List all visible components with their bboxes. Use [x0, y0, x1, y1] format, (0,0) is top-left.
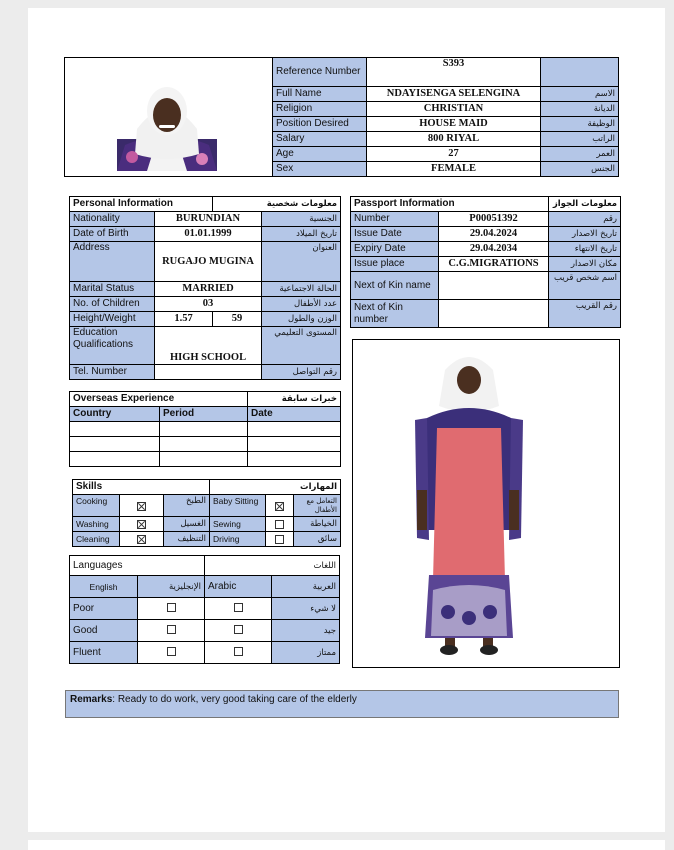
passport-number-ar: رقم	[549, 212, 621, 227]
skill-babysitting-ar: التعامل مع الأطفال	[294, 495, 341, 517]
skill-cleaning-ar: التنظيف	[164, 532, 210, 547]
languages-table	[69, 555, 340, 664]
issue-date-ar: تاريخ الاصدار	[549, 227, 621, 242]
lang-arabic-ar: العربية	[272, 576, 340, 598]
kin-name-ar: اسم شخص قريب	[549, 272, 621, 300]
lang-fluent-label: Fluent	[70, 642, 138, 664]
skill-cooking-label: Cooking	[73, 495, 120, 517]
skill-cooking-checkbox[interactable]	[137, 502, 146, 511]
religion-value: CHRISTIAN	[367, 102, 541, 117]
height-weight-ar: الوزن والطول	[262, 312, 341, 327]
sex-value: FEMALE	[367, 162, 541, 177]
education-label: Education Qualifications	[70, 327, 155, 365]
passport-info-title-ar: معلومات الجواز	[549, 197, 621, 212]
full-name-label: Full Name	[273, 87, 367, 102]
skill-washing-label: Washing	[73, 517, 120, 532]
children-ar: عدد الأطفال	[262, 297, 341, 312]
lang-fluent-ar: ممتاز	[272, 642, 340, 664]
lang-good-ar: جيد	[272, 620, 340, 642]
tel-ar: رقم التواصل	[262, 365, 341, 380]
full-name-value: NDAYISENGA SELENGINA	[367, 87, 541, 102]
age-value: 27	[367, 147, 541, 162]
address-value: RUGAJO MUGINA	[155, 242, 262, 282]
overseas-cell	[160, 422, 248, 437]
overseas-cell	[70, 437, 160, 452]
skill-babysitting-checkbox[interactable]	[275, 502, 284, 511]
lang-poor-label: Poor	[70, 598, 138, 620]
kin-name-value	[439, 272, 549, 300]
headshot-cell	[65, 58, 273, 177]
sex-label: Sex	[273, 162, 367, 177]
overseas-title: Overseas Experience	[70, 392, 248, 407]
full-body-photo-frame	[352, 339, 620, 668]
issue-place-label: Issue place	[351, 257, 439, 272]
lang-poor-ar: لا شيء	[272, 598, 340, 620]
overseas-cell	[248, 422, 341, 437]
passport-number-value: P00051392	[439, 212, 549, 227]
reference-ar	[541, 58, 619, 87]
skill-cooking-ar: الطبخ	[164, 495, 210, 517]
children-value: 03	[155, 297, 262, 312]
tel-label: Tel. Number	[70, 365, 155, 380]
skill-babysitting-label: Baby Sitting	[210, 495, 266, 517]
expiry-date-label: Expiry Date	[351, 242, 439, 257]
expiry-date-value: 29.04.2034	[439, 242, 549, 257]
age-ar: العمر	[541, 147, 619, 162]
skills-title: Skills	[73, 480, 210, 495]
sex-ar: الجنس	[541, 162, 619, 177]
lang-english-label: English	[70, 576, 138, 598]
salary-ar: الراتب	[541, 132, 619, 147]
skill-driving-checkbox[interactable]	[275, 535, 284, 544]
passport-info-table	[350, 196, 621, 328]
remarks-text: : Ready to do work, very good taking care of the elderly	[112, 694, 357, 705]
marital-ar: الحالة الاجتماعية	[262, 282, 341, 297]
issue-date-value: 29.04.2024	[439, 227, 549, 242]
tel-value	[155, 365, 262, 380]
lang-arabic-fluent-checkbox[interactable]	[234, 647, 243, 656]
expiry-date-ar: تاريخ الانتهاء	[549, 242, 621, 257]
education-ar: المستوى التعليمي	[262, 327, 341, 365]
address-ar: العنوان	[262, 242, 341, 282]
languages-title-ar: اللغات	[205, 556, 340, 576]
overseas-title-ar: خبرات سابقة	[248, 392, 341, 407]
children-label: No. of Children	[70, 297, 155, 312]
education-value: HIGH SCHOOL	[155, 327, 262, 365]
remarks-box	[65, 690, 619, 718]
kin-name-label: Next of Kin name	[351, 272, 439, 300]
position-ar: الوظيفة	[541, 117, 619, 132]
full-name-ar: الاسم	[541, 87, 619, 102]
issue-place-value: C.G.MIGRATIONS	[439, 257, 549, 272]
header-table	[64, 57, 619, 177]
remarks-label: Remarks	[70, 694, 113, 705]
skill-driving-ar: سائق	[294, 532, 341, 547]
full-body-photo	[353, 340, 619, 667]
dob-value: 01.01.1999	[155, 227, 262, 242]
lang-arabic-poor-checkbox[interactable]	[234, 603, 243, 612]
salary-value: 800 RIYAL	[367, 132, 541, 147]
skill-cleaning-label: Cleaning	[73, 532, 120, 547]
dob-ar: تاريخ الميلاد	[262, 227, 341, 242]
religion-label: Religion	[273, 102, 367, 117]
lang-good-label: Good	[70, 620, 138, 642]
skills-table	[72, 479, 341, 547]
reference-value: S393	[367, 58, 541, 87]
skill-sewing-checkbox[interactable]	[275, 520, 284, 529]
skill-driving-label: Driving	[210, 532, 266, 547]
skill-washing-ar: الغسيل	[164, 517, 210, 532]
kin-number-ar: رقم القريب	[549, 300, 621, 328]
issue-place-ar: مكان الاصدار	[549, 257, 621, 272]
overseas-cell	[248, 452, 341, 467]
overseas-table	[69, 391, 341, 467]
kin-number-label: Next of Kin number	[351, 300, 439, 328]
dob-label: Date of Birth	[70, 227, 155, 242]
overseas-cell	[160, 437, 248, 452]
skills-title-ar: المهارات	[210, 480, 341, 495]
lang-english-ar: الإنجليزية	[138, 576, 205, 598]
reference-label: Reference Number	[273, 58, 367, 87]
kin-number-value	[439, 300, 549, 328]
height-value: 1.57	[155, 312, 213, 327]
passport-number-label: Number	[351, 212, 439, 227]
nationality-value: BURUNDIAN	[155, 212, 262, 227]
nationality-label: Nationality	[70, 212, 155, 227]
overseas-cell	[70, 452, 160, 467]
marital-label: Marital Status	[70, 282, 155, 297]
position-label: Position Desired	[273, 117, 367, 132]
overseas-cell	[70, 422, 160, 437]
lang-english-good-checkbox[interactable]	[167, 625, 176, 634]
age-label: Age	[273, 147, 367, 162]
skill-sewing-ar: الخياطة	[294, 517, 341, 532]
lang-english-fluent-checkbox[interactable]	[167, 647, 176, 656]
next-page-edge	[28, 840, 665, 850]
height-weight-label: Height/Weight	[70, 312, 155, 327]
address-label: Address	[70, 242, 155, 282]
skill-sewing-label: Sewing	[210, 517, 266, 532]
personal-info-table	[69, 196, 341, 380]
overseas-col-country: Country	[70, 407, 160, 422]
marital-value: MARRIED	[155, 282, 262, 297]
skill-washing-checkbox[interactable]	[137, 520, 146, 529]
position-value: HOUSE MAID	[367, 117, 541, 132]
weight-value: 59	[213, 312, 262, 327]
skill-cleaning-checkbox[interactable]	[137, 535, 146, 544]
issue-date-label: Issue Date	[351, 227, 439, 242]
personal-info-title: Personal Information	[70, 197, 213, 212]
headshot-photo	[117, 69, 217, 171]
personal-info-title-ar: معلومات شخصية	[213, 197, 341, 212]
overseas-cell	[160, 452, 248, 467]
overseas-cell	[248, 437, 341, 452]
lang-arabic-label: Arabic	[205, 576, 272, 598]
lang-english-poor-checkbox[interactable]	[167, 603, 176, 612]
languages-title: Languages	[70, 556, 205, 576]
overseas-col-date: Date	[248, 407, 341, 422]
overseas-col-period: Period	[160, 407, 248, 422]
salary-label: Salary	[273, 132, 367, 147]
lang-arabic-good-checkbox[interactable]	[234, 625, 243, 634]
nationality-ar: الجنسية	[262, 212, 341, 227]
religion-ar: الديانة	[541, 102, 619, 117]
passport-info-title: Passport Information	[351, 197, 549, 212]
